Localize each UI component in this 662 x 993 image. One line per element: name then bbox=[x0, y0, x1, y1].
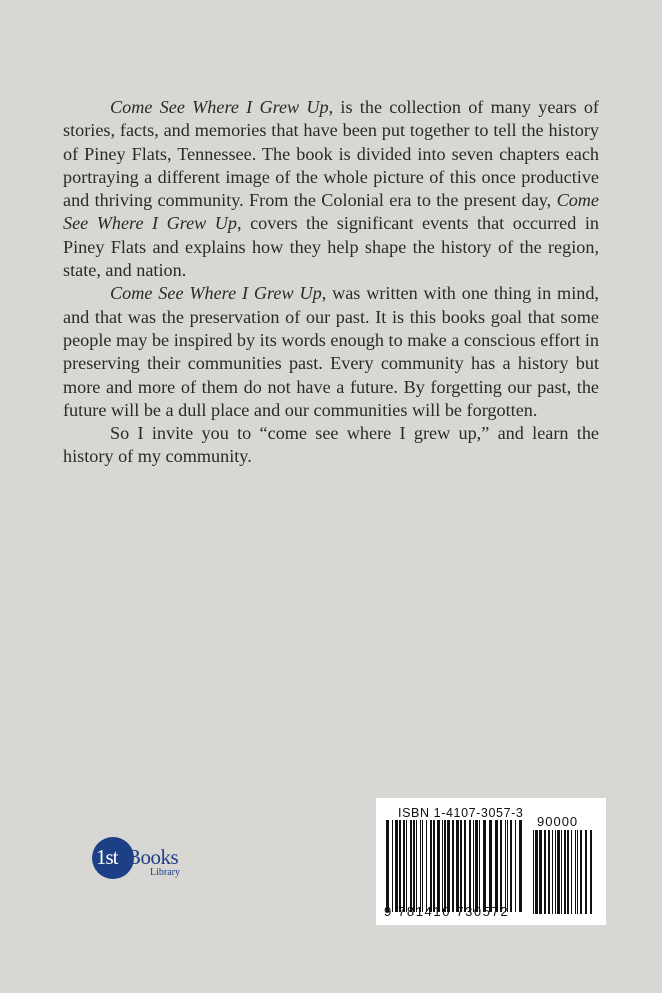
barcode-bar bbox=[392, 820, 393, 912]
barcode-bar bbox=[422, 820, 423, 912]
barcode-bar bbox=[464, 820, 466, 912]
barcode-bar bbox=[416, 820, 417, 912]
blurb-text: , covers the significant events that occurred in Piney Flats and explains how they help shape the history of the region, state, and nation. bbox=[63, 213, 599, 281]
blurb-text: , was written with one thing in mind, and that was the preservation of our past. It is this books goal that some people may be inspired by its words enough to make a conscious effort in preserving their communities past. Every community has a history but more and more of them do not have a future. By forgetting our past, the future will be a dull place and our communities will be forgotten. bbox=[63, 283, 599, 420]
barcode-bar bbox=[426, 820, 427, 912]
barcode-bar bbox=[539, 830, 542, 914]
isbn-label: ISBN 1-4107-3057-3 bbox=[398, 806, 524, 820]
barcode-bar bbox=[479, 820, 480, 912]
barcode-bar bbox=[548, 830, 550, 914]
barcode-bar bbox=[590, 830, 592, 914]
isbn-barcode-box bbox=[376, 798, 606, 925]
barcode-bar bbox=[577, 830, 578, 914]
blurb-paragraph-2 bbox=[63, 282, 599, 422]
barcode-bar bbox=[555, 830, 556, 914]
barcode-bar bbox=[510, 820, 512, 912]
barcode-bar bbox=[469, 820, 471, 912]
barcode-bar bbox=[444, 820, 446, 912]
barcode-bar bbox=[456, 820, 459, 912]
barcode-bar bbox=[395, 820, 398, 912]
barcode-bar bbox=[442, 820, 443, 912]
price-addon-barcode bbox=[533, 830, 597, 914]
barcode-bar bbox=[420, 820, 421, 912]
barcode-bar bbox=[460, 820, 462, 912]
barcode-bar bbox=[535, 830, 538, 914]
blurb-text: So I invite you to “come see where I grew up,” and learn the history of my community. bbox=[63, 423, 599, 467]
logo-number: 1st bbox=[96, 845, 118, 869]
price-addon-number: 90000 bbox=[537, 814, 579, 829]
ean-digits: 9 781410 730572 bbox=[384, 904, 510, 919]
barcode-bar bbox=[483, 820, 486, 912]
barcode-bar bbox=[571, 830, 572, 914]
barcode-bar bbox=[585, 830, 587, 914]
barcode-bar bbox=[505, 820, 506, 912]
barcode-bar bbox=[515, 820, 516, 912]
barcode-bar bbox=[452, 820, 454, 912]
barcode-bar bbox=[575, 830, 576, 914]
blurb-text: , is the collection of many years of stories, facts, and memories that have been put together to tell the history of Piney Flats, Tennessee. The book is divided into seven chapters each portraying a different image of the whole picture of this once productive and thriving community. From the Colonial era to the present day, bbox=[63, 97, 599, 211]
barcode-bar bbox=[386, 820, 389, 912]
barcode-bar bbox=[500, 820, 502, 912]
publisher-logo bbox=[92, 837, 192, 883]
book-title: Come See Where I Grew Up bbox=[110, 283, 322, 304]
barcode-bar bbox=[533, 830, 534, 914]
barcode-bar bbox=[552, 830, 553, 914]
barcode-bar bbox=[447, 820, 450, 912]
logo-brand: Books bbox=[127, 845, 179, 869]
barcode-bar bbox=[413, 820, 415, 912]
barcode-bar bbox=[507, 820, 508, 912]
blurb-paragraph-1 bbox=[63, 96, 599, 282]
barcode-bar bbox=[406, 820, 407, 912]
logo-subtitle: Library bbox=[150, 867, 180, 878]
barcode-bar bbox=[567, 830, 569, 914]
back-cover-blurb bbox=[63, 96, 599, 469]
book-title: Come See Where I Grew Up bbox=[110, 97, 329, 117]
barcode-bar bbox=[430, 820, 432, 912]
barcode-bar bbox=[475, 820, 478, 912]
barcode-bar bbox=[433, 820, 435, 912]
barcode-bar bbox=[473, 820, 474, 912]
barcode-bar bbox=[403, 820, 405, 912]
blurb-paragraph-3 bbox=[63, 422, 599, 469]
barcode-bar bbox=[557, 830, 560, 914]
barcode-bar bbox=[489, 820, 492, 912]
barcode-bar bbox=[580, 830, 582, 914]
barcode-bar bbox=[437, 820, 440, 912]
ean-barcode bbox=[386, 820, 524, 912]
barcode-bar bbox=[564, 830, 566, 914]
barcode-bar bbox=[399, 820, 401, 912]
barcode-bar bbox=[519, 820, 522, 912]
barcode-bar bbox=[544, 830, 546, 914]
barcode-bar bbox=[561, 830, 562, 914]
barcode-bar bbox=[410, 820, 412, 912]
barcode-bar bbox=[495, 820, 498, 912]
book-title: Come See Where I Grew Up bbox=[63, 190, 599, 234]
